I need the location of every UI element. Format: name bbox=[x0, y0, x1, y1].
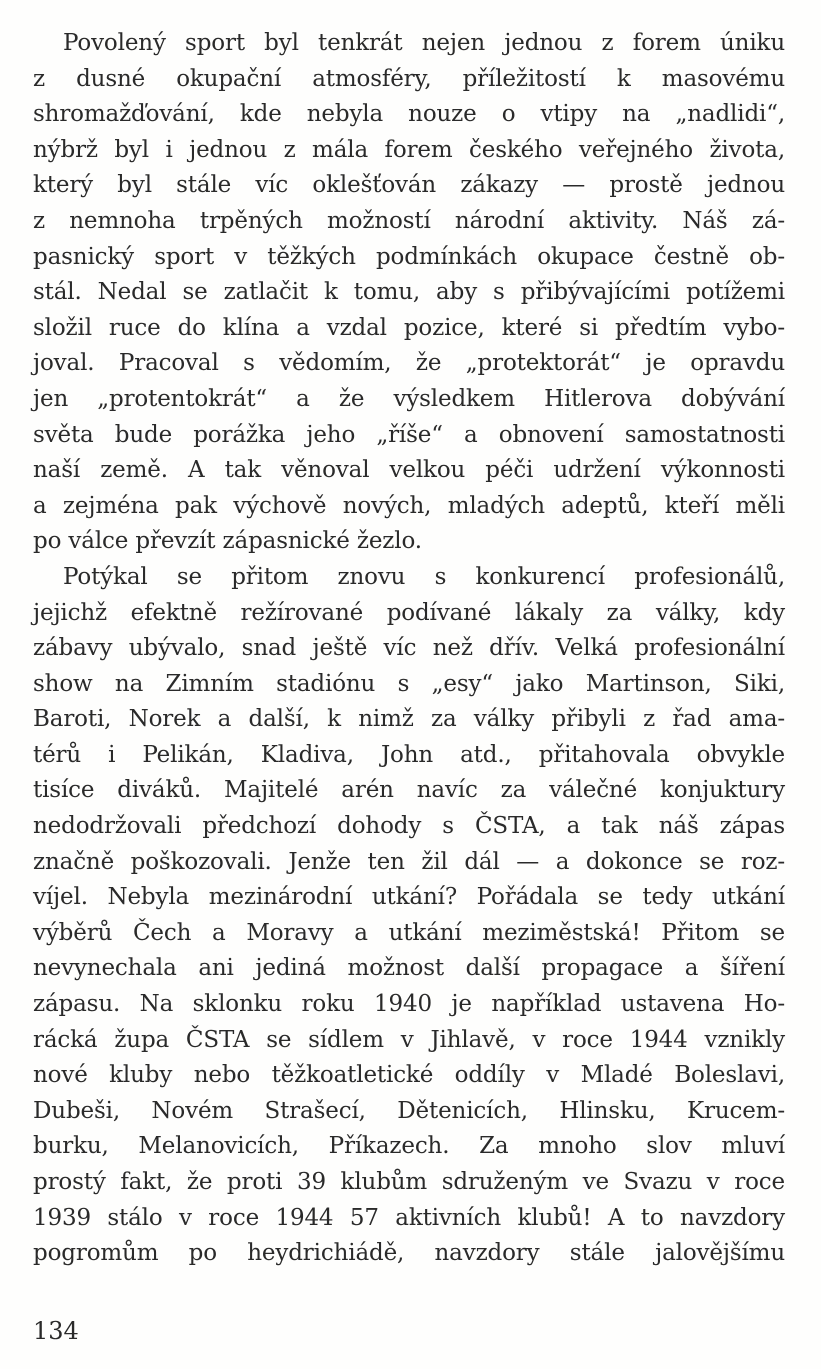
text-line: Dubeši, Novém Strašecí, Dětenicích, Hlinsku, Krucem- bbox=[33, 1097, 785, 1124]
text-line: pasnický sport v těžkých podmínkách okupace čestně ob- bbox=[33, 243, 785, 270]
page-number: 134 bbox=[33, 1317, 79, 1345]
text-line: prostý fakt, že proti 39 klubům sdruženým ve Svazu v roce bbox=[33, 1169, 785, 1195]
text-line: jejichž efektně režírované podívané lákaly za války, kdy bbox=[33, 599, 785, 626]
text-line: jen „protentokrát“ a že výsledkem Hitlerova dobývání bbox=[33, 385, 785, 412]
text-line: pogromům po heydrichiádě, navzdory stále jalovějšímu bbox=[33, 1240, 785, 1267]
text-line: 1939 stálo v roce 1944 57 aktivních klubů! A to navzdory bbox=[33, 1204, 785, 1231]
text-line: stál. Nedal se zatlačit k tomu, aby s přibývajícími potížemi bbox=[33, 279, 785, 306]
text-line: značně poškozovali. Jenže ten žil dál — a dokonce se roz- bbox=[33, 848, 785, 875]
text-line: výběrů Čech a Moravy a utkání meziměstská! Přitom se bbox=[33, 919, 785, 946]
text-line: nýbrž byl i jednou z mála forem českého veřejného života, bbox=[33, 136, 785, 163]
text-line: Baroti, Norek a další, k nimž za války přibyli z řad ama- bbox=[33, 706, 785, 733]
text-line: térů i Pelikán, Kladiva, John atd., přitahovala obvykle bbox=[33, 741, 785, 768]
text-line: naší země. A tak věnoval velkou péči udržení výkonnosti bbox=[33, 457, 785, 484]
text-line: z dusné okupační atmosféry, příležitostí k masovému bbox=[33, 65, 785, 92]
text-line: nové kluby nebo těžkoatletické oddíly v Mladé Boleslavi, bbox=[33, 1062, 785, 1089]
text-line: z nemnoha trpěných možností národní aktivity. Náš zá- bbox=[33, 207, 785, 234]
text-line: burku, Melanovicích, Příkazech. Za mnoho slov mluví bbox=[33, 1133, 785, 1160]
text-line: joval. Pracoval s vědomím, že „protektorát“ je opravdu bbox=[33, 350, 785, 377]
text-line: víjel. Nebyla mezinárodní utkání? Pořádala se tedy utkání bbox=[33, 884, 785, 911]
text-line: světa bude porážka jeho „říše“ a obnovení samostatnosti bbox=[33, 421, 785, 448]
body-text bbox=[33, 26, 785, 1272]
text-line: rácká župa ČSTA se sídlem v Jihlavě, v roce 1944 vznikly bbox=[33, 1026, 785, 1053]
text-line: nedodržovali předchozí dohody s ČSTA, a tak náš zápas bbox=[33, 813, 785, 840]
text-line: shromažďování, kde nebyla nouze o vtipy na „nadlidi“, bbox=[33, 101, 785, 128]
text-line: a zejména pak výchově nových, mladých adeptů, kteří měli bbox=[33, 492, 785, 519]
paragraph-end-line: po válce převzít zápasnické žezlo. bbox=[33, 528, 422, 555]
text-line: Povolený sport byl tenkrát nejen jednou z forem úniku bbox=[63, 30, 785, 56]
text-line: nevynechala ani jediná možnost další propagace a šíření bbox=[33, 955, 785, 982]
text-line: zápasu. Na sklonku roku 1940 je například ustavena Ho- bbox=[33, 991, 785, 1018]
text-line: tisíce diváků. Majitelé arén navíc za válečné konjuktury bbox=[33, 777, 785, 804]
text-line: Potýkal se přitom znovu s konkurencí profesionálů, bbox=[63, 563, 785, 590]
text-line: show na Zimním stadiónu s „esy“ jako Martinson, Siki, bbox=[33, 670, 785, 697]
text-line: zábavy ubývalo, snad ještě víc než dřív. Velká profesionální bbox=[33, 635, 785, 662]
text-line: složil ruce do klína a vzdal pozice, které si předtím vybo- bbox=[33, 314, 785, 341]
text-line: který byl stále víc oklešťován zákazy — prostě jednou bbox=[33, 172, 785, 199]
